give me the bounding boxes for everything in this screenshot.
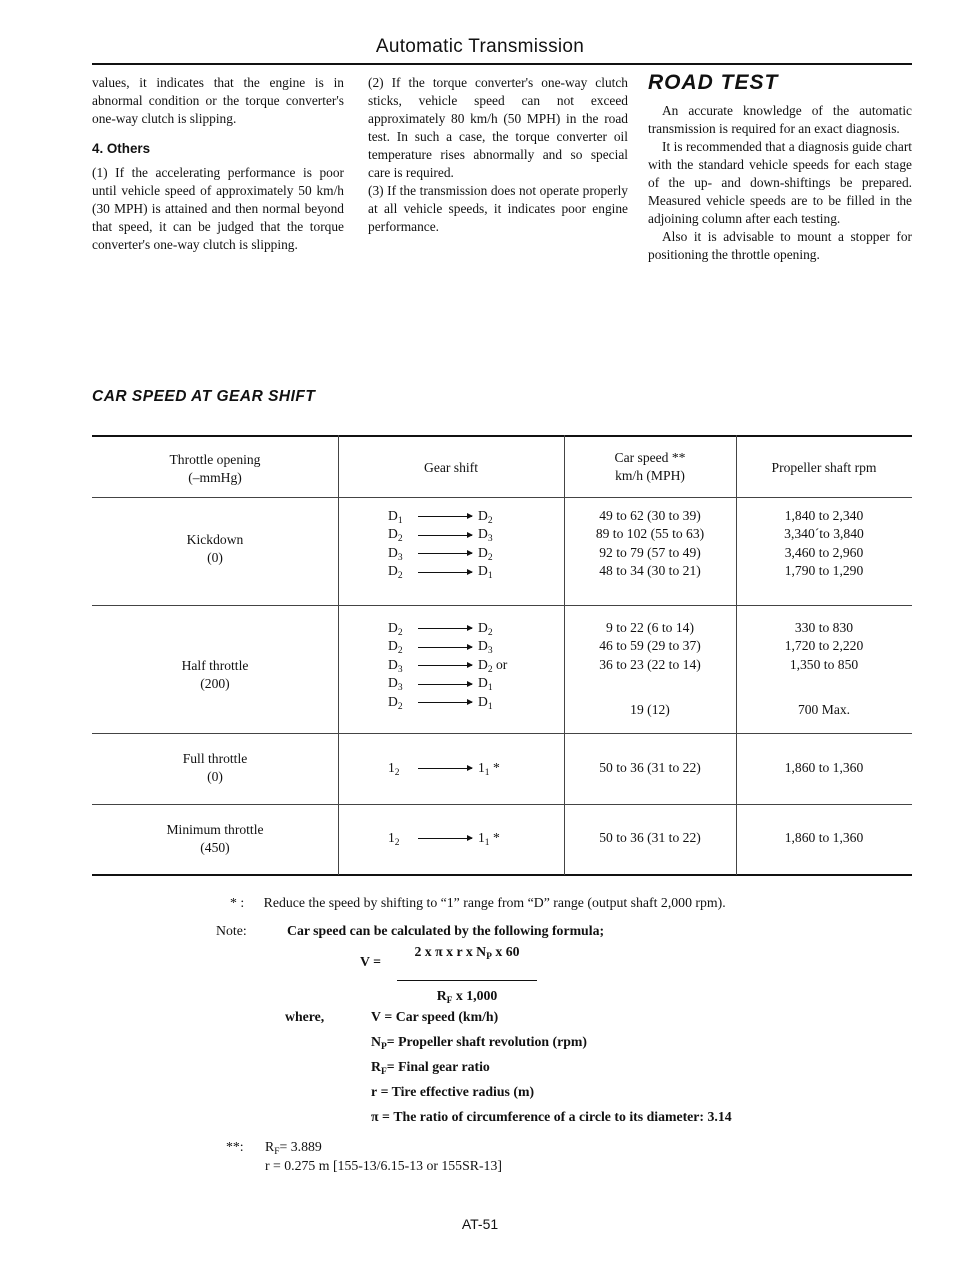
arrow-icon bbox=[418, 768, 472, 769]
formula-denominator: $R_F$ x 1,000 bbox=[436, 988, 498, 1006]
speed-value: 49 to 62 (30 to 39) bbox=[599, 508, 701, 523]
speed-value: 89 to 102 (55 to 63) bbox=[595, 526, 705, 542]
shift-to: $D_2$ bbox=[478, 620, 493, 638]
col1-heading-others: 4. Others bbox=[92, 141, 151, 156]
speed-value: 46 to 59 (29 to 37) bbox=[599, 638, 701, 654]
shift-to: $1_1$ * bbox=[478, 830, 500, 848]
shift-row bbox=[388, 619, 507, 637]
arrow-icon bbox=[418, 572, 472, 573]
header-throttle-line2: (–mmHg) bbox=[188, 470, 242, 486]
arrow-icon bbox=[418, 516, 472, 517]
definition-list bbox=[371, 1007, 891, 1132]
speed-value: 48 to 34 (30 to 21) bbox=[599, 563, 701, 579]
note-star bbox=[230, 893, 920, 912]
col2-paragraph-3: (3) If the transmission does not operate properly at all vehicle speeds, it indicates poor engine performance. bbox=[368, 183, 628, 234]
where-label: where, bbox=[285, 1009, 325, 1024]
definition-row: $N_P=$ Propeller shaft revolution (rpm) bbox=[371, 1034, 588, 1052]
definition-row: V = Car speed (km/h) bbox=[371, 1009, 499, 1024]
table-header-rule bbox=[92, 497, 912, 498]
page-number: AT-51 bbox=[461, 1216, 499, 1232]
shift-from: $1_2$ bbox=[388, 830, 400, 848]
table-top-rule bbox=[92, 435, 912, 437]
throttle-value: (450) bbox=[200, 840, 230, 856]
arrow-icon bbox=[418, 702, 472, 703]
shift-to: $D_2$ bbox=[478, 544, 493, 563]
shift-row bbox=[388, 829, 500, 847]
shift-row bbox=[388, 656, 507, 674]
speed-list-half bbox=[564, 619, 736, 720]
definition-row: $R_F=$ Final gear ratio bbox=[371, 1059, 490, 1077]
note-rf-line: $R_F= 3.889$ bbox=[265, 1139, 322, 1157]
throttle-value: (0) bbox=[207, 550, 223, 566]
shift-row bbox=[388, 693, 507, 711]
road-test-paragraph-2: It is recommended that a diagnosis guide chart with the standard vehicle speeds for each stage of the up- and down-shiftings be prepared. Measured vehicle speeds are to be filled in the adjoining column after each testing. bbox=[648, 139, 912, 226]
rpm-value: 700 Max. bbox=[797, 702, 851, 718]
shift-from: $D_2$ bbox=[388, 693, 403, 712]
rpm-value: 1,860 to 1,360 bbox=[784, 760, 864, 775]
gear-shift-table bbox=[92, 435, 912, 875]
note-text: Car speed can be calculated by the following formula; bbox=[287, 923, 605, 938]
column-1 bbox=[92, 74, 344, 254]
speed-list-kickdown bbox=[564, 507, 736, 581]
arrow-icon bbox=[418, 665, 472, 666]
arrow-icon bbox=[418, 628, 472, 629]
shift-row bbox=[388, 562, 493, 580]
rpm-value: 1,860 to 1,360 bbox=[784, 830, 864, 845]
note-double-star-mark: **: bbox=[226, 1139, 244, 1154]
fraction-bar bbox=[397, 980, 537, 981]
rpm-list-half bbox=[736, 619, 912, 720]
arrow-icon bbox=[418, 647, 472, 648]
shift-from: $D_2$ bbox=[388, 563, 403, 582]
page-header-title: Automatic Transmission bbox=[375, 36, 585, 57]
car-speed-heading: CAR SPEED AT GEAR SHIFT bbox=[92, 388, 316, 405]
throttle-minimum bbox=[92, 821, 338, 858]
throttle-label: Minimum throttle bbox=[166, 822, 264, 837]
header-car-speed bbox=[564, 449, 736, 486]
note-label: Note: bbox=[216, 923, 247, 938]
throttle-value: (0) bbox=[207, 769, 223, 785]
throttle-kickdown bbox=[92, 531, 338, 568]
speed-value: 92 to 79 (57 to 49) bbox=[599, 544, 701, 560]
rpm-value: 3,340´to 3,840 bbox=[784, 526, 864, 542]
formula-fraction bbox=[397, 942, 537, 1011]
speed-value: 36 to 23 (22 to 14) bbox=[599, 656, 701, 672]
shift-to: $D_3$ bbox=[478, 526, 493, 545]
col1-intro: values, it indicates that the engine is in abnormal condition or the torque converter's one-way clutch is slipping. bbox=[92, 75, 344, 126]
speed-value: 50 to 36 (31 to 22) bbox=[599, 830, 701, 845]
rpm-value: 1,790 to 1,290 bbox=[784, 563, 864, 579]
rpm-value: 1,720 to 2,220 bbox=[784, 638, 864, 654]
arrow-icon bbox=[418, 684, 472, 685]
road-test-heading: ROAD TEST bbox=[648, 71, 779, 94]
shift-to: $D_1$ bbox=[478, 693, 493, 712]
shift-from: $D_3$ bbox=[388, 656, 403, 675]
shift-row bbox=[388, 544, 493, 562]
col2-paragraph-2: (2) If the torque converter's one-way clutch sticks, vehicle speed can not exceed approximately 80 km/h (50 MPH) in the road test. In such a case, the torque converter oil temperature rises abnormally and so special care is required. bbox=[368, 75, 628, 180]
shift-list-half bbox=[388, 619, 507, 711]
road-test-paragraph-1: An accurate knowledge of the automatic transmission is required for an exact diagnosis. bbox=[648, 103, 912, 136]
shift-to: $D_3$ bbox=[478, 638, 493, 657]
throttle-full bbox=[92, 750, 338, 787]
note-r-line: r = 0.275 m [155-13/6.15-13 or 155SR-13] bbox=[265, 1158, 502, 1173]
rpm-value: 3,460 to 2,960 bbox=[784, 544, 864, 560]
shift-from: $D_2$ bbox=[388, 526, 403, 545]
column-2 bbox=[368, 74, 628, 236]
header-rule bbox=[92, 63, 912, 65]
rpm-value: 1,840 to 2,340 bbox=[784, 508, 864, 523]
throttle-label: Kickdown bbox=[186, 532, 244, 547]
table-row-rule bbox=[92, 733, 912, 734]
col1-paragraph-1: (1) If the accelerating performance is poor until vehicle speed of approximately 50 km/h (30 MPH) is attained and then normal beyond that speed, it can be judged that the torque converter's one-way clutch is slipping. bbox=[92, 165, 344, 252]
shift-row bbox=[388, 507, 493, 525]
throttle-label: Half throttle bbox=[181, 658, 249, 673]
road-test-paragraph-3: Also it is advisable to mount a stopper for positioning the throttle opening. bbox=[648, 229, 912, 262]
arrow-icon bbox=[418, 535, 472, 536]
header-propeller-rpm: Propeller shaft rpm bbox=[771, 460, 877, 475]
arrow-icon bbox=[418, 838, 472, 839]
table-row-rule bbox=[92, 804, 912, 805]
arrow-icon bbox=[418, 553, 472, 554]
speed-value bbox=[564, 674, 736, 701]
definition-row: r = Tire effective radius (m) bbox=[371, 1084, 535, 1099]
table-column-rule bbox=[338, 435, 339, 875]
rpm-list-kickdown bbox=[736, 507, 912, 581]
shift-list-kickdown bbox=[388, 507, 493, 581]
shift-to: $D_2$ or bbox=[478, 656, 508, 675]
note-star-text: Reduce the speed by shifting to “1” range from “D” range (output shaft 2,000 rpm). bbox=[263, 895, 726, 910]
shift-row bbox=[388, 759, 500, 777]
shift-row bbox=[388, 525, 493, 543]
definition-row: π = The ratio of circumference of a circle to its diameter: 3.14 bbox=[371, 1109, 732, 1124]
column-3 bbox=[648, 71, 912, 264]
shift-row bbox=[388, 637, 507, 655]
shift-to: $D_1$ bbox=[478, 563, 493, 582]
shift-list-full bbox=[388, 759, 500, 777]
shift-to: $D_1$ bbox=[478, 675, 493, 694]
table-row-rule bbox=[92, 605, 912, 606]
shift-list-minimum bbox=[388, 829, 500, 847]
shift-row bbox=[388, 674, 507, 692]
shift-from: $D_2$ bbox=[388, 620, 403, 638]
note-star-mark: * : bbox=[230, 895, 245, 910]
formula-numerator: 2 x π x r x $N_P$ x 60 bbox=[414, 944, 520, 962]
shift-to: $D_2$ bbox=[478, 508, 493, 526]
header-speed-line2: km/h (MPH) bbox=[615, 468, 685, 484]
rpm-value: 1,350 to 850 bbox=[789, 656, 859, 672]
shift-from: $D_3$ bbox=[388, 544, 403, 563]
rpm-value: 330 to 830 bbox=[794, 620, 854, 635]
speed-value: 19 (12) bbox=[630, 702, 670, 718]
header-throttle bbox=[92, 451, 338, 488]
shift-from: $D_3$ bbox=[388, 675, 403, 694]
shift-from: $1_2$ bbox=[388, 760, 400, 778]
throttle-value: (200) bbox=[200, 676, 230, 692]
speed-value: 9 to 22 (6 to 14) bbox=[606, 620, 694, 635]
shift-from: $D_2$ bbox=[388, 638, 403, 657]
formula-v: V = bbox=[360, 954, 382, 969]
table-bottom-rule bbox=[92, 874, 912, 876]
shift-to: $1_1$ * bbox=[478, 760, 500, 778]
throttle-half bbox=[92, 657, 338, 694]
header-speed-line1: Car speed ** bbox=[614, 450, 686, 465]
speed-value: 50 to 36 (31 to 22) bbox=[599, 760, 701, 775]
header-gear-shift: Gear shift bbox=[424, 460, 478, 475]
rpm-value bbox=[736, 674, 912, 701]
throttle-label: Full throttle bbox=[182, 751, 248, 766]
header-throttle-line1: Throttle opening bbox=[169, 452, 261, 467]
shift-from: $D_1$ bbox=[388, 508, 403, 526]
